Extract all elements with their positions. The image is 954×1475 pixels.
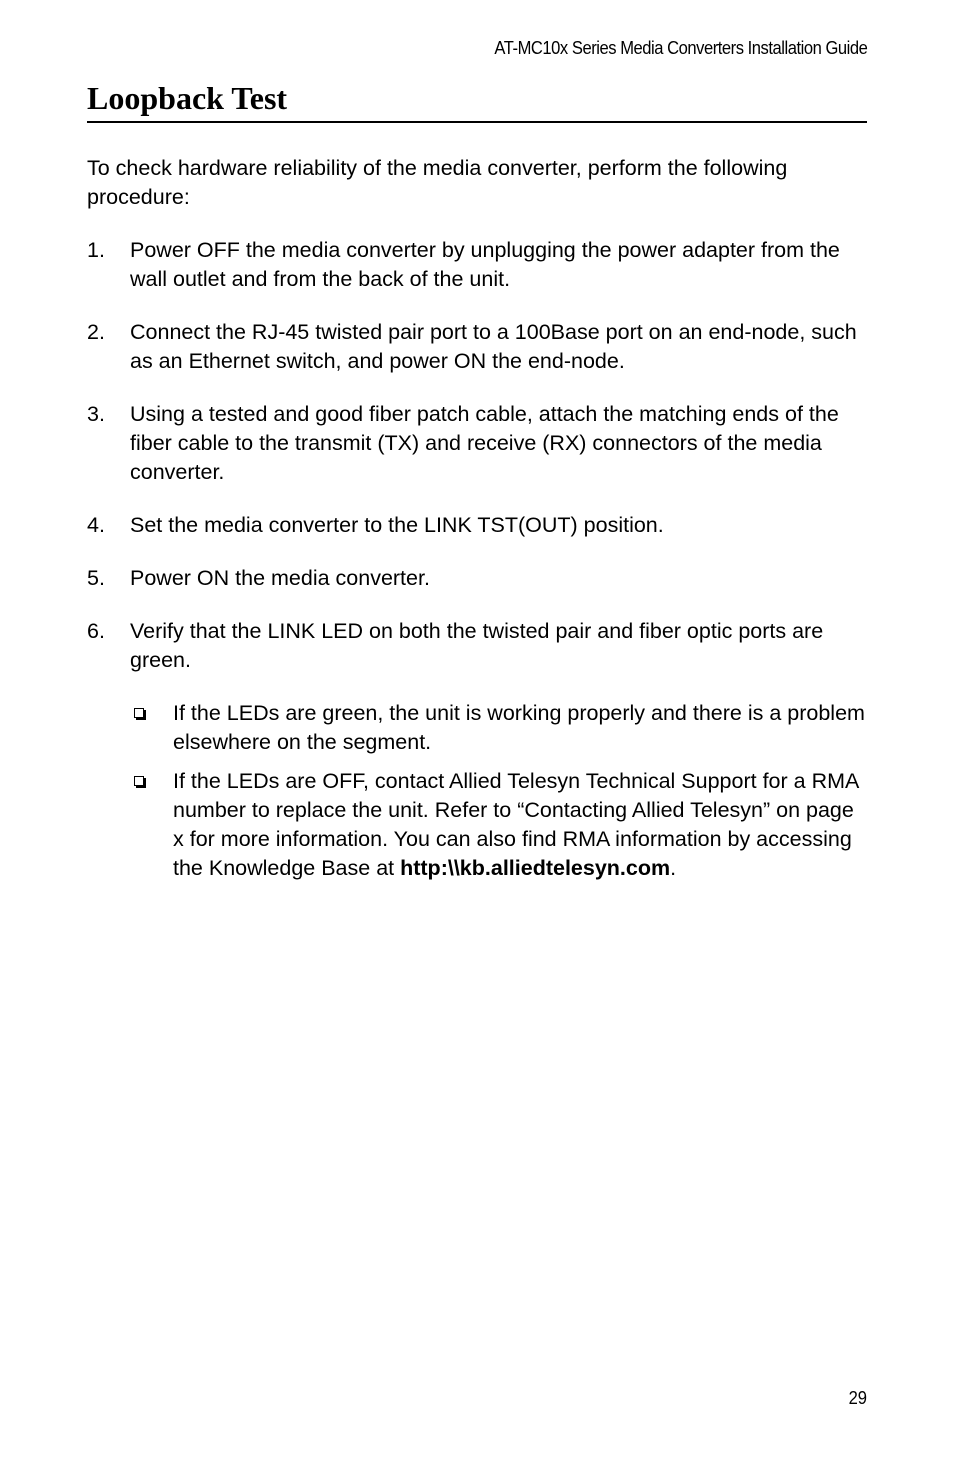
procedure-steps bbox=[87, 236, 867, 907]
step-text: Power ON the media converter. bbox=[130, 566, 430, 590]
checkbox-bullet-icon bbox=[134, 708, 144, 718]
step-text: Using a tested and good fiber patch cable, attach the matching ends of the fiber cable to the transmit (TX) and receive (RX) connectors of the media converter. bbox=[130, 402, 839, 484]
knowledge-base-link[interactable]: http:\\kb.alliedtelesyn.com bbox=[400, 856, 671, 880]
step-item bbox=[87, 564, 867, 593]
step-text: Connect the RJ-45 twisted pair port to a 100Base port on an end-node, such as an Ethernet switch, and power ON the end-node. bbox=[130, 320, 857, 373]
step-number: 2. bbox=[87, 320, 105, 344]
section-title: Loopback Test bbox=[87, 78, 867, 123]
intro-paragraph: To check hardware reliability of the media converter, perform the following procedure: bbox=[87, 156, 788, 209]
step-item bbox=[87, 236, 867, 294]
bullet-item bbox=[130, 767, 867, 883]
result-bullets bbox=[130, 699, 867, 883]
step-text: Power OFF the media converter by unplugging the power adapter from the wall outlet and from the back of the unit. bbox=[130, 238, 840, 291]
checkbox-bullet-icon bbox=[134, 776, 144, 786]
bullet-text-end: . bbox=[670, 856, 677, 880]
bullet-text: If the LEDs are green, the unit is working properly and there is a problem elsewhere on the segment. bbox=[173, 701, 865, 754]
step-item bbox=[87, 318, 867, 376]
step-number: 1. bbox=[87, 238, 105, 262]
step-text: Verify that the LINK LED on both the twisted pair and fiber optic ports are green. bbox=[130, 619, 824, 672]
bullet-text: If the LEDs are OFF, contact Allied Telesyn Technical Support for a RMA number to replace the unit. Refer to “Contacting Allied Telesyn” on page x for more information. You can also find RMA information by accessing the Knowledge Base at bbox=[173, 769, 859, 880]
step-item bbox=[87, 617, 867, 883]
step-text: Set the media converter to the LINK TST(OUT) position. bbox=[130, 513, 664, 537]
step-item bbox=[87, 511, 867, 540]
step-number: 4. bbox=[87, 513, 105, 537]
step-number: 3. bbox=[87, 402, 105, 426]
step-number: 6. bbox=[87, 619, 105, 643]
running-header: AT-MC10x Series Media Converters Installation Guide bbox=[494, 38, 867, 58]
page-number: 29 bbox=[848, 1388, 867, 1408]
bullet-item bbox=[130, 699, 867, 757]
step-number: 5. bbox=[87, 566, 105, 590]
step-item bbox=[87, 400, 867, 487]
